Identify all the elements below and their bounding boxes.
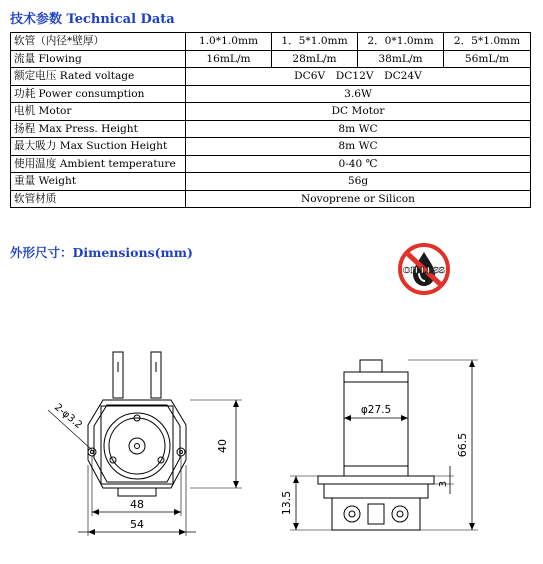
pump-rotor [104,413,170,479]
hole-dimension-label: 2-φ3.2 [52,401,85,432]
row-label-flowing: 流量 Flowing [11,50,186,68]
row-label-rated-voltage: 额定电压 Rated voltage [11,68,186,86]
inlet-port [113,352,123,398]
mount-hole-right [177,448,185,456]
cell-motor: DC Motor [186,103,531,121]
cell-hose-size-4: 2．5*1.0mm [444,33,531,51]
table-row [11,155,531,173]
table-row [11,120,531,138]
row-label-motor: 电机 Motor [11,103,186,121]
pump-head [332,498,420,530]
table-row [11,85,531,103]
row-label-weight: 重量 Weight [11,173,186,191]
row-label-hose-size: 软管（内径*壁厚） [11,33,186,51]
width-54-label: 54 [130,518,144,531]
row-label-power: 功耗 Power consumption [11,85,186,103]
cell-suction-height: 8m WC [186,138,531,156]
oilless-badge-icon [398,243,450,295]
cell-flowing-3: 38mL/m [358,50,444,68]
height-40-label: 40 [216,439,229,453]
row-label-press-height: 扬程 Max Press. Height [11,120,186,138]
cell-temperature: 0-40 ℃ [186,155,531,173]
table-row [11,190,531,208]
table-row [11,68,531,86]
dimension-drawing [0,300,543,564]
table-row [11,33,531,51]
badge-label: OILLESS [403,266,445,276]
diameter-label: φ27.5 [360,404,392,416]
motor-body [344,372,408,476]
table-row [11,50,531,68]
cell-rated-voltage: DC6V DC12V DC24V [186,68,531,86]
cell-hose-size-1: 1.0*1.0mm [186,33,272,51]
cell-press-height: 8m WC [186,120,531,138]
cell-weight: 56g [186,173,531,191]
row-label-suction-height: 最大吸力 Max Suction Height [11,138,186,156]
technical-data-title: 技术参数 Technical Data [10,12,175,27]
table-row [11,173,531,191]
side-view [290,360,478,530]
cell-hose-size-3: 2．0*1.0mm [358,33,444,51]
dimensions-title: 外形尺寸：Dimensions(mm) [10,245,193,260]
table-row [11,103,531,121]
cell-hose-size-2: 1．5*1.0mm [272,33,358,51]
row-label-temperature: 使用温度 Ambient temperature [11,155,186,173]
technical-data-table [10,32,531,208]
front-view [48,352,242,536]
outlet-port [151,352,161,398]
height-13-5-label: 13.5 [280,490,293,516]
cell-flowing-1: 16mL/m [186,50,272,68]
motor-terminal [360,360,382,372]
height-66-5-label: 66.5 [456,432,469,458]
offset-3-label: 3 [438,480,449,488]
width-48-label: 48 [130,498,144,511]
mount-hole-left [88,448,96,456]
table-row [11,138,531,156]
cell-flowing-4: 56mL/m [444,50,531,68]
cell-hose-material: Novoprene or Silicon [186,190,531,208]
cell-power: 3.6W [186,85,531,103]
row-label-hose-material: 软管材质 [11,190,186,208]
cell-flowing-2: 28mL/m [272,50,358,68]
